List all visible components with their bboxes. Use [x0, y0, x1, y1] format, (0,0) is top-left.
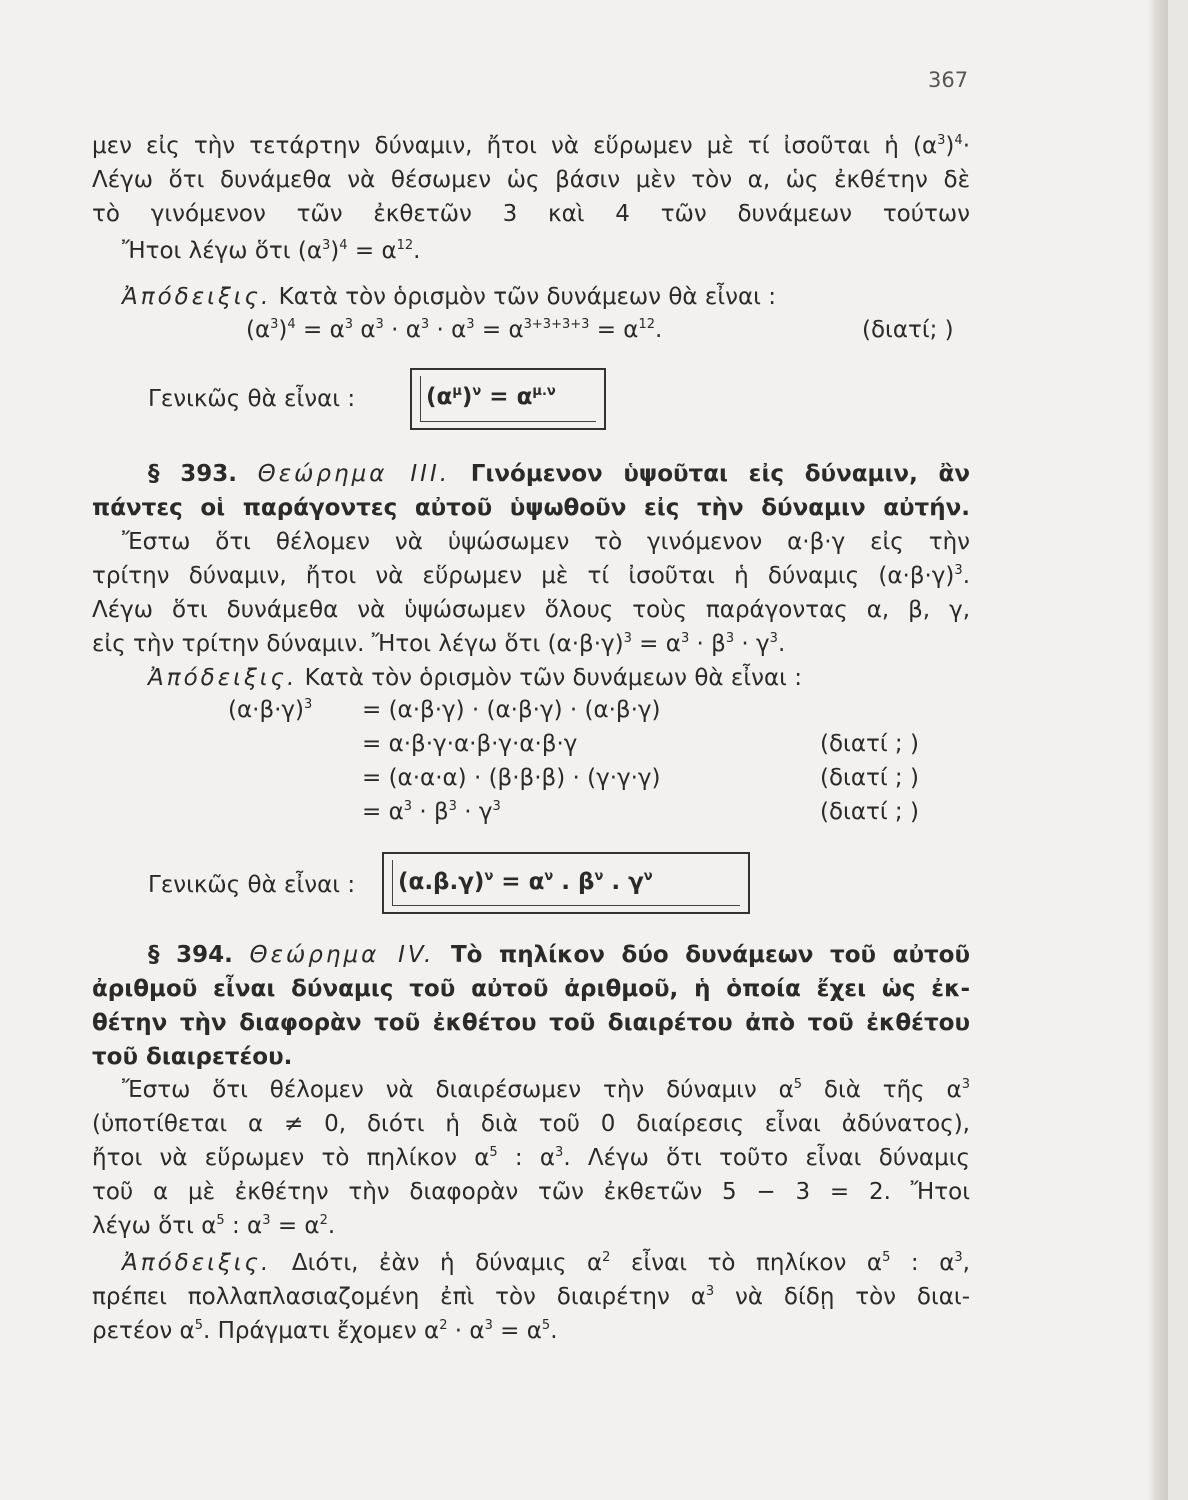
text-line: Ἤτοι λέγω ὅτι $(\alpha^3)^4 = \alpha^{12}$. — [122, 238, 421, 264]
box-label: Γενικῶς θὰ εἶναι : — [148, 386, 356, 412]
text-line: ρετέον $\alpha^5$. Πράγματι ἔχομεν $\alpha^2 \cdot \alpha^3 = \alpha^5$. — [92, 1318, 558, 1344]
equation-row: = (α·α·α) · (β·β·β) · (γ·γ·γ) — [362, 765, 661, 791]
equation-line: $(\alpha^3)^4 = \alpha^3$ $\alpha^3 \cdot \alpha^3 \cdot \alpha^3 = \alpha^{3+3+3+3} = \alpha^{12}$. — [246, 317, 663, 343]
text-line: λέγω ὅτι $\alpha^5$ : $\alpha^3 = \alpha^2$. — [92, 1213, 336, 1239]
equation-row: = α·β·γ·α·β·γ·α·β·γ — [362, 731, 578, 757]
formula-box — [382, 852, 750, 914]
section-heading: § 394. Θεώρημα IV. Τὸ πηλίκον δύο δυνάμεων τοῦ αὐτοῦ — [148, 942, 970, 968]
text-line: (ὑποτίθεται α ≠ 0, διότι ἡ διὰ τοῦ 0 διαίρεσις εἶναι ἀδύνατος), — [92, 1111, 970, 1137]
proof-label: Ἀπόδειξις. — [122, 1250, 272, 1276]
text-line: ἤτοι νὰ εὕρωμεν τὸ πηλίκον $\alpha^5$ : $\alpha^3$. Λέγω ὅτι τοῦτο εἶναι δύναμις — [92, 1145, 970, 1171]
theorem-label: Θεώρημα III. — [257, 461, 451, 487]
text-line: Λέγω ὅτι δυνάμεθα νὰ θέσωμεν ὡς βάσιν μὲν τὸν α, ὡς ἐκθέτην δὲ — [92, 167, 970, 193]
why-note: (διατί ; ) — [820, 765, 919, 791]
text-line: Ἔστω ὅτι θέλομεν νὰ διαιρέσωμεν τὴν δύναμιν $\alpha^5$ διὰ τῆς $\alpha^3$ — [122, 1077, 970, 1103]
text-line: Ἔστω ὅτι θέλομεν νὰ ὑψώσωμεν τὸ γινόμενον α·β·γ εἰς τὴν — [122, 529, 970, 555]
box-label: Γενικῶς θὰ εἶναι : — [148, 872, 356, 898]
text-line: τοῦ α μὲ ἐκθέτην τὴν διαφορὰν τῶν ἐκθετῶν 5 − 3 = 2. Ἤτοι — [92, 1179, 970, 1205]
section-heading: ἀριθμοῦ εἶναι δύναμις τοῦ αὐτοῦ ἀριθμοῦ, ἡ ὁποία ἔχει ὡς ἐκ- — [92, 976, 970, 1002]
proof-line: Ἀπόδειξις. Κατὰ τὸν ὁρισμὸν τῶν δυνάμεων θὰ εἶναι : — [148, 665, 802, 691]
page-number: 367 — [928, 68, 969, 92]
text-line: τὸ γινόμενον τῶν ἐκθετῶν 3 καὶ 4 τῶν δυνάμεων τούτων — [92, 201, 970, 227]
formula-box — [410, 368, 606, 430]
formula: $(\alpha^\mu)^\nu = \alpha^{\mu.\nu}$ — [426, 384, 556, 410]
section-number: § 394. — [148, 942, 233, 968]
text-line: τρίτην δύναμιν, ἤτοι νὰ εὕρωμεν μὲ τί ἰσοῦται ἡ δύναμις $(\alpha\cdot\beta\cdot\gamma)^3$. — [92, 563, 970, 589]
why-note: (διατί; ) — [862, 317, 954, 343]
text-line: εἰς τὴν τρίτην δύναμιν. Ἤτοι λέγω ὅτι $(\alpha\cdot\beta\cdot\gamma)^3 = \alpha^3 \cdot \beta^3 \cdot \gamma^3$. — [92, 631, 786, 657]
section-heading: πάντες οἱ παράγοντες αὐτοῦ ὑψωθοῦν εἰς τὴν δύναμιν αὐτήν. — [92, 495, 970, 521]
text-line: μεν εἰς τὴν τετάρτην δύναμιν, ἤτοι νὰ εὕρωμεν μὲ τί ἰσοῦται ἡ $(\alpha^3)^4\cdot$ — [92, 133, 970, 159]
equation-row: = (α·β·γ) · (α·β·γ) · (α·β·γ) — [362, 697, 661, 723]
equation-lhs: $(\alpha\cdot\beta\cdot\gamma)^3$ — [228, 697, 313, 723]
theorem-label: Θεώρημα IV. — [249, 942, 435, 968]
proof-label: Ἀπόδειξις. — [148, 665, 298, 691]
section-number: § 393. — [148, 461, 237, 487]
text-line: πρέπει πολλαπλασιαζομένη ἐπὶ τὸν διαιρέτην $\alpha^3$ νὰ δίδῃ τὸν διαι- — [92, 1284, 970, 1310]
text-line: Λέγω ὅτι δυνάμεθα νὰ ὑψώσωμεν ὅλους τοὺς παράγοντας α, β, γ, — [92, 597, 970, 623]
why-note: (διατί ; ) — [820, 799, 919, 825]
page-edge — [1148, 0, 1168, 1500]
equation-row: = $\alpha^3 \cdot \beta^3 \cdot \gamma^3$ — [362, 799, 501, 825]
section-heading: θέτην τὴν διαφορὰν τοῦ ἐκθέτου τοῦ διαιρέτου ἀπὸ τοῦ ἐκθέτου — [92, 1010, 970, 1036]
formula: $(\alpha.\beta.\gamma)^\nu = \alpha^\nu$ . $\beta^\nu$ . $\gamma^\nu$ — [398, 869, 653, 895]
section-heading: § 393. Θεώρημα III. Γινόμενον ὑψοῦται εἰς δύναμιν, ἂν — [148, 461, 970, 487]
section-heading: τοῦ διαιρετέου. — [92, 1044, 293, 1070]
proof-label: Ἀπόδειξις. — [122, 284, 272, 310]
proof-line: Ἀπόδειξις. Κατὰ τὸν ὁρισμὸν τῶν δυνάμεων θὰ εἶναι : — [122, 284, 776, 310]
why-note: (διατί ; ) — [820, 731, 919, 757]
proof-line: Ἀπόδειξις. Διότι, ἐὰν ἡ δύναμις $\alpha^2$ εἶναι τὸ πηλίκον $\alpha^5$ : $\alpha^3$, — [122, 1250, 970, 1276]
